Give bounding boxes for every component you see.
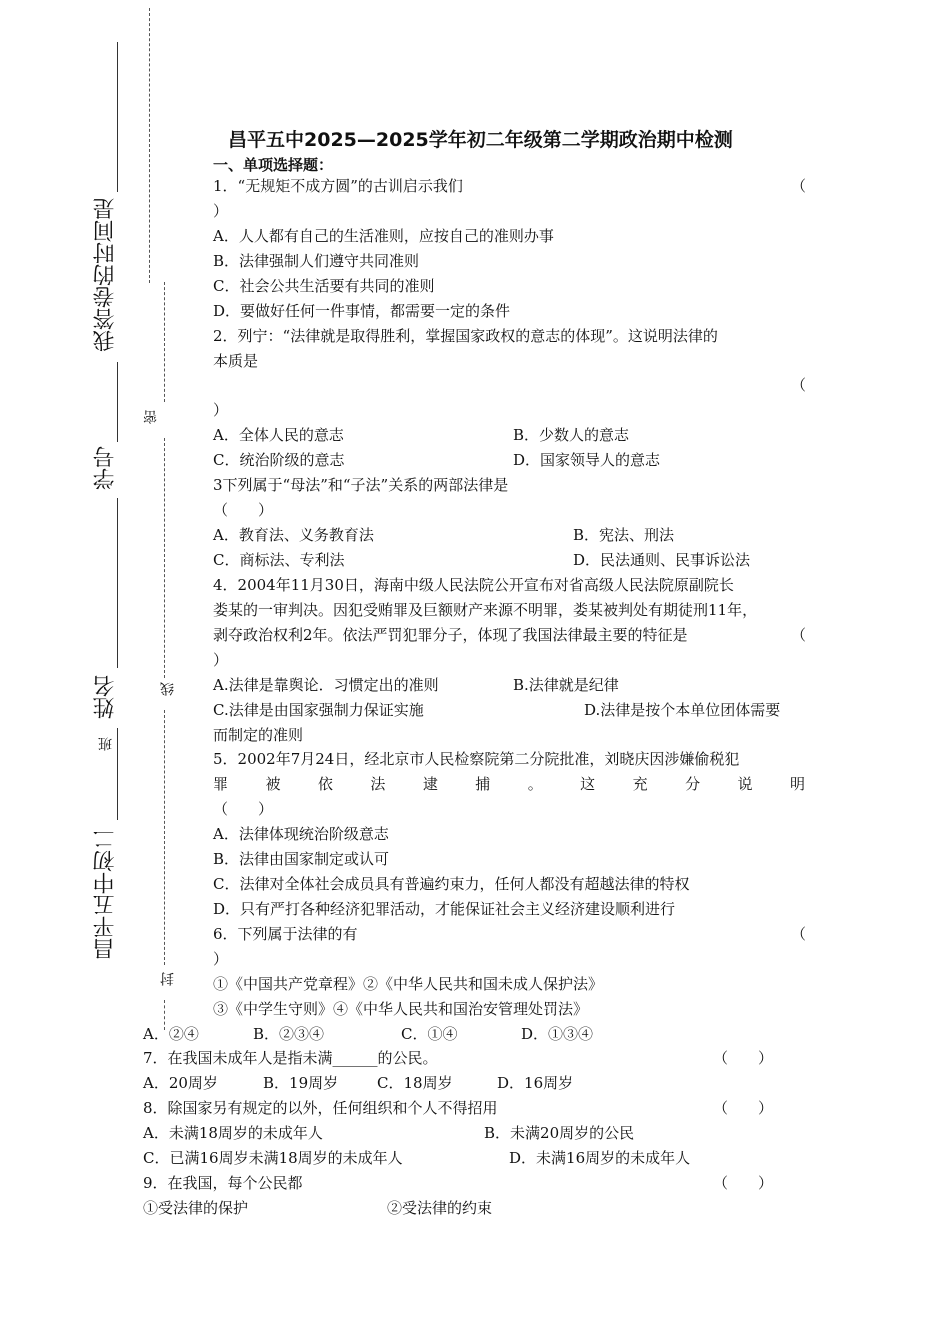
- q5-char: 法: [370, 775, 386, 793]
- q9-paren: （ ）: [713, 1174, 774, 1192]
- school-grade-label: 昌平五中初二: [93, 828, 118, 960]
- q8-option-b: B．未满20周岁的公民: [484, 1124, 635, 1142]
- q8-paren: （ ）: [713, 1099, 774, 1117]
- q5-char: 这: [580, 775, 596, 793]
- q6-paren-open: （: [791, 925, 807, 943]
- q2-option-a: A．全体人民的意志: [213, 426, 344, 444]
- q5-char: 充: [632, 775, 648, 793]
- q3-stem: 3下列属于“母法”和“子法”关系的两部法律是: [213, 476, 509, 494]
- q2-option-b: B．少数人的意志: [513, 426, 630, 444]
- field-underline-top: [117, 42, 118, 192]
- q6-option-a: A．②④: [143, 1025, 199, 1043]
- q5-char: 说: [737, 775, 753, 793]
- q2-option-d: D．国家领导人的意志: [513, 451, 661, 469]
- q1-option-b: B．法律强制人们遵守共同准则: [213, 252, 420, 270]
- q5-char: 罪: [213, 775, 229, 793]
- seal-mark-xian: 线: [160, 682, 176, 696]
- q5-char: 。: [527, 775, 543, 793]
- q5-stem-line2: [213, 774, 805, 794]
- q7-option-d: D．16周岁: [497, 1074, 574, 1092]
- exam-title: 昌平五中2025—2025学年初二年级第二学期政治期中检测: [228, 129, 733, 151]
- q2-stem-line2: 本质是: [213, 352, 259, 370]
- q9-stem: 9．在我国，每个公民都: [143, 1174, 303, 1192]
- q4-paren-close: ）: [213, 651, 229, 669]
- q4-stem-line2: 娄某的一审判决。因犯受贿罪及巨额财产来源不明罪，娄某被判处有期徒刑11年，: [213, 601, 758, 619]
- q8-option-a: A．未满18周岁的未成年人: [143, 1124, 323, 1142]
- q2-option-c: C．统治阶级的意志: [213, 451, 345, 469]
- q5-char: 逮: [422, 775, 438, 793]
- q4-stem-line3: 剥夺政治权利2年。依法严罚犯罪分子，体现了我国法律最主要的特征是: [213, 626, 688, 644]
- seal-mark-feng: 封: [160, 972, 176, 986]
- q3-option-d: D．民法通则、民事诉讼法: [573, 551, 751, 569]
- name-label: 姓名: [93, 675, 118, 719]
- seal-mark-mi: 密: [143, 410, 159, 424]
- field-underline-class: [117, 760, 118, 820]
- q4-option-c: C.法律是由国家强制力保证实施: [213, 701, 424, 719]
- q5-stem-line1: 5．2002年7月24日，经北京市人民检察院第二分院批准，刘晓庆因涉嫌偷税犯: [213, 750, 740, 768]
- q8-stem: 8．除国家另有规定的以外，任何组织和个人不得招用: [143, 1099, 498, 1117]
- q5-char: 依: [317, 775, 333, 793]
- q1-paren-open: （: [791, 177, 807, 195]
- q8-option-d: D．未满16周岁的未成年人: [509, 1149, 691, 1167]
- q6-stem: 6．下列属于法律的有: [213, 925, 358, 943]
- q7-stem: 7．在我国未成年人是指未满______的公民。: [143, 1049, 438, 1067]
- answer-time-label: 我答卷的时间是: [93, 198, 118, 352]
- q4-option-d-continued: 而制定的准则: [213, 726, 304, 744]
- q6-option-b: B．②③④: [253, 1025, 325, 1043]
- q7-paren: （ ）: [713, 1049, 774, 1067]
- q6-items-line2: ③《中学生守则》④《中华人民共和国治安管理处罚法》: [213, 1000, 589, 1018]
- q7-option-c: C．18周岁: [377, 1074, 453, 1092]
- q5-option-a: A．法律体现统治阶级意志: [213, 825, 389, 843]
- q1-option-a: A．人人都有自己的生活准则，应按自己的准则办事: [213, 227, 554, 245]
- field-underline-student-number: [117, 498, 118, 668]
- q6-paren-close: ）: [213, 950, 229, 968]
- q8-option-c: C．已满16周岁未满18周岁的未成年人: [143, 1149, 403, 1167]
- q5-char: 明: [789, 775, 805, 793]
- seal-line-lower: [164, 710, 165, 965]
- q2-paren-open: （: [791, 376, 807, 394]
- field-underline-answer-time: [117, 362, 118, 442]
- q1-option-c: C．社会公共生活要有共同的准则: [213, 277, 435, 295]
- seal-line-top: [149, 8, 150, 283]
- q3-paren: （ ）: [213, 501, 274, 519]
- q7-option-a: A．20周岁: [143, 1074, 218, 1092]
- q4-option-a: A.法律是靠舆论．习惯定出的准则: [213, 676, 439, 694]
- q3-option-c: C．商标法、专利法: [213, 551, 345, 569]
- seal-line-upper: [164, 282, 165, 402]
- class-label: 班: [98, 737, 114, 751]
- q5-option-d: D．只有严打各种经济犯罪活动，才能保证社会主义经济建设顺利进行: [213, 900, 676, 918]
- q4-paren-open: （: [791, 626, 807, 644]
- q1-paren-close: ）: [213, 202, 229, 220]
- q6-option-d: D．①③④: [521, 1025, 594, 1043]
- q9-item-1: ①受法律的保护: [143, 1199, 249, 1217]
- q3-option-b: B．宪法、刑法: [573, 526, 675, 544]
- q3-option-a: A．教育法、义务教育法: [213, 526, 374, 544]
- q1-option-d: D．要做好任何一件事情，都需要一定的条件: [213, 302, 511, 320]
- q4-option-b: B.法律就是纪律: [513, 676, 619, 694]
- q5-option-c: C．法律对全体社会成员具有普遍约束力，任何人都没有超越法律的特权: [213, 875, 690, 893]
- q5-char: 捕: [475, 775, 491, 793]
- q5-char: 分: [685, 775, 701, 793]
- q5-option-b: B．法律由国家制定或认可: [213, 850, 390, 868]
- q5-char: 被: [265, 775, 281, 793]
- q1-stem: 1．“无规矩不成方圆”的古训启示我们: [213, 177, 463, 195]
- section-heading: 一、单项选择题：: [213, 156, 334, 174]
- q6-items-line1: ①《中国共产党章程》②《中华人民共和国未成人保护法》: [213, 975, 604, 993]
- student-number-label: 学号: [93, 446, 118, 490]
- q4-stem-line1: 4．2004年11月30日，海南中级人民法院公开宣布对省高级人民法院原副院长: [213, 576, 734, 594]
- q7-option-b: B．19周岁: [263, 1074, 339, 1092]
- q6-option-c: C．①④: [401, 1025, 458, 1043]
- q2-paren-close: ）: [213, 401, 229, 419]
- q5-paren: （ ）: [213, 800, 274, 818]
- q4-option-d: D.法律是按个本单位团体需要: [584, 701, 781, 719]
- q2-stem-line1: 2．列宁：“法律就是取得胜利，掌握国家政权的意志的体现”。这说明法律的: [213, 327, 718, 345]
- seal-line-middle: [164, 438, 165, 678]
- q9-item-2: ②受法律的约束: [387, 1199, 493, 1217]
